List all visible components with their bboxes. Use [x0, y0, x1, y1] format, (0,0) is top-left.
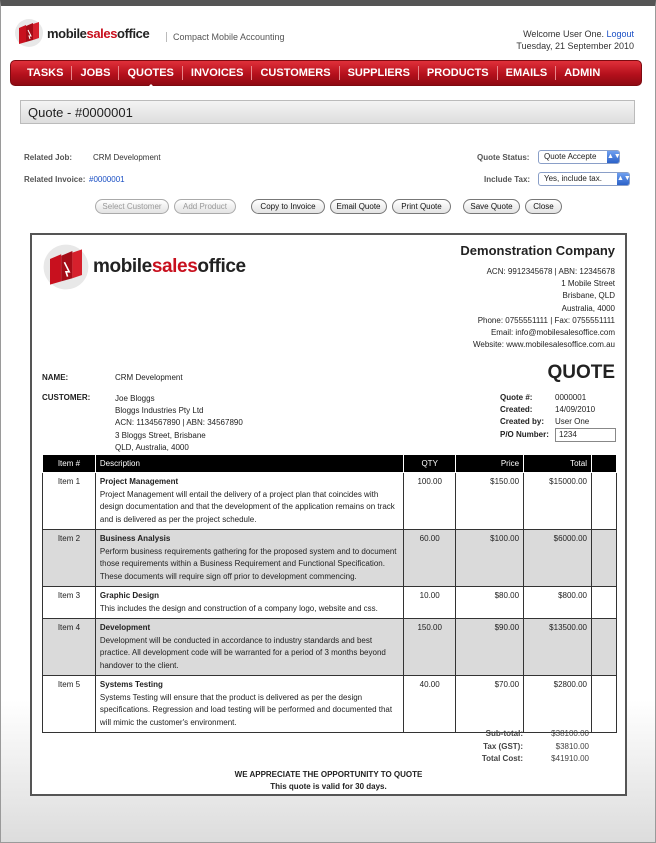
customer-line: QLD, Australia, 4000 [115, 442, 189, 452]
company-address-line: Australia, 4000 [561, 303, 615, 313]
nav-admin[interactable]: ADMIN [564, 67, 601, 79]
subtotal-value: $38100.00 [551, 729, 589, 738]
item-number: Item 5 [43, 676, 96, 733]
item-number: Item 2 [43, 530, 96, 587]
column-header [592, 455, 617, 473]
item-description [95, 587, 403, 619]
email-quote-button[interactable]: Email Quote [330, 199, 387, 214]
related-job-label: Related Job: [24, 153, 73, 162]
table-row[interactable] [43, 676, 617, 733]
item-desc-text: Project Management will entail the delivery of a project plan that coincides with design documentation and that the development of the application remains on track and is delivered as per the project schedule. [99, 489, 395, 524]
app-logo[interactable] [14, 18, 149, 48]
app-tagline: Compact Mobile Accounting [166, 32, 285, 42]
row-spacer [592, 676, 617, 733]
column-header: QTY [404, 455, 456, 473]
column-header: Total [524, 455, 592, 473]
tax-label: Tax (GST): [483, 742, 523, 751]
customer-line: 3 Bloggs Street, Brisbane [115, 430, 206, 440]
footer-appreciation: WE APPRECIATE THE OPPORTUNITY TO QUOTE [234, 770, 423, 779]
include-tax-value: Yes, include tax. [544, 174, 602, 183]
total-cost-value: $41910.00 [551, 754, 589, 763]
item-title: Project Management [99, 477, 179, 486]
item-number: Item 4 [43, 619, 96, 676]
item-qty: 40.00 [404, 676, 456, 733]
item-title: Systems Testing [99, 680, 163, 689]
document-logo [42, 243, 246, 291]
item-title: Business Analysis [99, 534, 171, 543]
subtotal-label: Sub-total: [485, 729, 523, 738]
item-price: $80.00 [456, 587, 524, 619]
row-spacer [592, 473, 617, 530]
created-by-value: User One [555, 417, 590, 426]
related-invoice-label: Related Invoice: [24, 175, 86, 184]
item-title: Graphic Design [99, 591, 160, 600]
nav-invoices[interactable]: INVOICES [183, 66, 253, 80]
nav-tasks[interactable]: TASKS [19, 66, 72, 80]
row-spacer [592, 587, 617, 619]
include-tax-select[interactable] [538, 172, 630, 186]
logo-word-office: office [117, 25, 150, 41]
created-label: Created: [500, 405, 533, 414]
select-customer-button[interactable]: Select Customer [95, 199, 169, 214]
select-arrow-icon: ▲▼ [607, 151, 619, 163]
item-description [95, 473, 403, 530]
row-spacer [592, 530, 617, 587]
user-welcome [516, 28, 634, 52]
created-value: 14/09/2010 [555, 405, 596, 414]
item-total: $15000.00 [524, 473, 592, 530]
welcome-text: Welcome User One. [523, 29, 604, 39]
column-header: Description [95, 455, 403, 473]
customer-address [115, 393, 243, 454]
column-header: Price [456, 455, 524, 473]
print-quote-button[interactable]: Print Quote [392, 199, 451, 214]
row-spacer [592, 619, 617, 676]
item-price: $150.00 [456, 473, 524, 530]
select-arrow-icon: ▲▼ [617, 173, 629, 185]
item-total: $2800.00 [524, 676, 592, 733]
table-row[interactable] [43, 473, 617, 530]
nav-emails[interactable]: EMAILS [498, 66, 557, 80]
nav-quotes[interactable]: QUOTES [119, 66, 182, 80]
logo-word-mobile: mobile [47, 25, 87, 41]
table-row[interactable] [43, 587, 617, 619]
item-description [95, 676, 403, 733]
close-button[interactable]: Close [525, 199, 562, 214]
item-price: $100.00 [456, 530, 524, 587]
app-header [0, 6, 656, 58]
company-address-line: Brisbane, QLD [562, 291, 615, 301]
customer-line: Joe Bloggs [115, 394, 155, 403]
item-desc-text: Development will be conducted in accordance to industry standards and best practice. All development code will be warranted for a period of 3 months beyond handover to the client. [99, 635, 386, 670]
logo-word-sales: sales [86, 25, 118, 41]
total-cost-label: Total Cost: [481, 754, 523, 763]
table-row[interactable] [43, 530, 617, 587]
table-row[interactable] [43, 619, 617, 676]
related-job-value: CRM Development [93, 153, 161, 162]
quote-status-value: Quote Accepte [544, 152, 597, 161]
item-total: $800.00 [524, 587, 592, 619]
item-desc-text: This includes the design and construction of a company logo, website and css. [99, 603, 378, 613]
company-phone-fax: Phone: 0755551111 | Fax: 0755551111 [477, 315, 615, 325]
footer-validity: This quote is valid for 30 days. [270, 782, 387, 791]
logo-word-office: office [197, 256, 246, 277]
nav-customers[interactable]: CUSTOMERS [252, 66, 339, 80]
item-price: $70.00 [456, 676, 524, 733]
customer-label: CUSTOMER: [42, 393, 91, 402]
item-number: Item 1 [43, 473, 96, 530]
logo-icon [42, 243, 90, 291]
include-tax-label: Include Tax: [484, 175, 531, 184]
quote-heading: QUOTE [547, 362, 615, 383]
column-header: Item # [43, 455, 96, 473]
nav-jobs[interactable]: JOBS [72, 66, 119, 80]
logout-link[interactable]: Logout [606, 29, 634, 39]
company-name: Demonstration Company [460, 243, 615, 258]
company-website: Website: www.mobilesalesoffice.com.au [473, 340, 615, 350]
copy-to-invoice-button[interactable]: Copy to Invoice [251, 199, 325, 214]
quote-number-value: 0000001 [555, 393, 587, 402]
quote-status-select[interactable] [538, 150, 620, 164]
item-description [95, 619, 403, 676]
company-details [473, 266, 615, 351]
line-items-table [42, 454, 617, 733]
item-desc-text: Perform business requirements gathering for the proposed system and to document those requirements within a Business Requirement and Functional Specification. These documents will require sign off prior to development commencing. [99, 546, 397, 581]
item-title: Development [99, 623, 151, 632]
logo-wordmark [93, 256, 246, 278]
item-number: Item 3 [43, 587, 96, 619]
logo-word-sales: sales [151, 256, 198, 277]
related-invoice-link[interactable]: #0000001 [89, 175, 125, 184]
save-quote-button[interactable]: Save Quote [463, 199, 520, 214]
tax-value: $3810.00 [555, 742, 589, 751]
item-qty: 10.00 [404, 587, 456, 619]
current-date: Tuesday, 21 September 2010 [516, 41, 634, 51]
name-label: NAME: [42, 373, 69, 382]
customer-line: ACN: 1134567890 | ABN: 34567890 [115, 418, 243, 428]
item-total: $13500.00 [524, 619, 592, 676]
logo-icon [14, 18, 44, 48]
item-desc-text: Systems Testing will ensure that the product is delivered as per the design specifications. Regression and load testing will be performed and documented that will mimic the customer's environment. [99, 692, 393, 727]
add-product-button[interactable]: Add Product [174, 199, 236, 214]
item-qty: 100.00 [404, 473, 456, 530]
item-total: $6000.00 [524, 530, 592, 587]
company-acn-abn: ACN: 9912345678 | ABN: 12345678 [486, 267, 615, 276]
po-number-input[interactable]: 1234 [555, 428, 616, 442]
page-title: Quote - #0000001 [20, 100, 635, 124]
created-by-label: Created by: [500, 417, 545, 426]
company-address-line: 1 Mobile Street [561, 279, 615, 289]
nav-products[interactable]: PRODUCTS [419, 66, 498, 80]
nav-suppliers[interactable]: SUPPLIERS [340, 66, 419, 80]
item-qty: 60.00 [404, 530, 456, 587]
customer-line: Bloggs Industries Pty Ltd [115, 406, 204, 416]
quote-status-label: Quote Status: [477, 153, 530, 162]
item-qty: 150.00 [404, 619, 456, 676]
table-header-row [43, 455, 617, 473]
name-value: CRM Development [115, 373, 183, 382]
main-nav [10, 60, 642, 86]
item-description [95, 530, 403, 587]
logo-wordmark [47, 26, 149, 41]
quote-number-label: Quote #: [500, 393, 533, 402]
item-price: $90.00 [456, 619, 524, 676]
logo-word-mobile: mobile [93, 256, 152, 277]
po-number-label: P/O Number: [500, 430, 549, 439]
company-email: Email: info@mobilesalesoffice.com [490, 328, 615, 338]
quote-document [30, 233, 627, 796]
